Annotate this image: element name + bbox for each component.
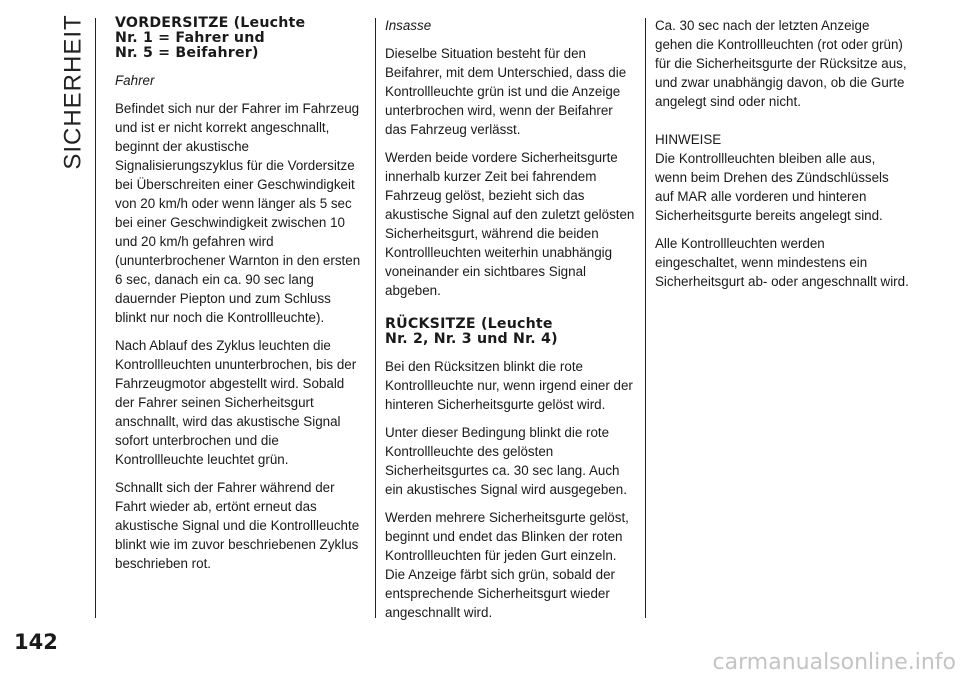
page-number: 142 — [14, 630, 58, 654]
heading-front-seats — [115, 16, 365, 61]
section-tab — [60, 14, 88, 170]
paragraph: Bei den Rücksitzen blinkt die rote Kontrollleuchte nur, wenn irgend einer der hinteren Sicherheitsgurte gelöst wird. — [385, 359, 633, 412]
paragraph: Ca. 30 sec nach der letzten Anzeige gehen die Kontrollleuchten (rot oder grün) für die Sicherheitsgurte der Rücksitze aus, und zwar unabhängig davon, ob die Gurte angelegt sind oder nicht. — [655, 18, 907, 109]
column-3 — [655, 16, 910, 300]
column-1 — [115, 16, 365, 582]
subheading-passenger: Insasse — [385, 18, 432, 33]
column-divider-1 — [375, 18, 376, 618]
note-heading: HINWEISE — [655, 132, 722, 147]
section-divider — [95, 18, 96, 618]
paragraph: Befindet sich nur der Fahrer im Fahrzeug und ist er nicht korrekt angeschnallt, beginnt der akustische Signalisierungszyklus für die Vordersitze bei Überschreiten einer Geschwindigkeit von 20 km/h oder wenn länger als 5 sec bei einer Geschwindigkeit zwischen 10 und 20 km/h gefahren wird (ununterbrochener Warnton in den ersten 6 sec, danach ein ca. 90 sec lang dauernder Piepton und zum Schluss blinkt nur noch die Kontrollleuchte). — [115, 101, 361, 325]
heading-line: Nr. 5 = Beifahrer) — [115, 45, 259, 61]
section-tab-label: SICHERHEIT — [60, 14, 88, 170]
note-paragraph: Alle Kontrollleuchten werden eingeschaltet, wenn mindestens ein Sicherheitsgurt ab- oder angeschnallt wird. — [655, 236, 909, 289]
paragraph: Werden mehrere Sicherheitsgurte gelöst, beginnt und endet das Blinken der roten Kontrollleuchten für jeden Gurt einzeln. Die Anzeige färbt sich grün, sobald der entsprechende Sicherheitsgurt wieder angeschnallt wird. — [385, 510, 629, 620]
subheading-driver: Fahrer — [115, 73, 155, 88]
column-2 — [385, 16, 637, 631]
paragraph: Nach Ablauf des Zyklus leuchten die Kontrollleuchten ununterbrochen, bis der Fahrzeugmotor abgestellt wird. Sobald der Fahrer seinen Sicherheitsgurt anschnallt, wird das akustische Signal sofort unterbrochen und die Kontrollleuchte leuchtet grün. — [115, 338, 357, 467]
paragraph: Dieselbe Situation besteht für den Beifahrer, mit dem Unterschied, dass die Kontrollleuchte grün ist und die Anzeige unterbrochen wird, wenn der Beifahrer das Fahrzeug verlässt. — [385, 46, 627, 137]
watermark: carmanualsonline.info — [712, 650, 956, 675]
heading-line: VORDERSITZE (Leuchte — [115, 15, 306, 31]
note-paragraph: Die Kontrollleuchten bleiben alle aus, wenn beim Drehen des Zündschlüssels auf MAR alle vorderen und hinteren Sicherheitsgurte bereits angelegt sind. — [655, 151, 889, 223]
column-divider-2 — [645, 18, 646, 618]
heading-rear-seats — [385, 317, 637, 347]
paragraph: Werden beide vordere Sicherheitsgurte innerhalb kurzer Zeit bei fahrendem Fahrzeug gelöst, bezieht sich das akustische Signal auf den zuletzt gelösten Sicherheitsgurt, während die beiden Kontrollleuchten weiterhin unabhängig voneinander ein sichtbares Signal abgeben. — [385, 150, 635, 298]
paragraph: Unter dieser Bedingung blinkt die rote Kontrollleuchte des gelösten Sicherheitsgurtes ca. 30 sec lang. Auch ein akustisches Signal wird ausgegeben. — [385, 425, 627, 497]
heading-line: RÜCKSITZE (Leuchte — [385, 316, 553, 332]
heading-line: Nr. 1 = Fahrer und — [115, 30, 265, 46]
heading-line: Nr. 2, Nr. 3 und Nr. 4) — [385, 331, 558, 347]
paragraph: Schnallt sich der Fahrer während der Fahrt wieder ab, ertönt erneut das akustische Signal und die Kontrollleuchte blinkt wie im zuvor beschriebenen Zyklus beschrieben rot. — [115, 480, 360, 571]
